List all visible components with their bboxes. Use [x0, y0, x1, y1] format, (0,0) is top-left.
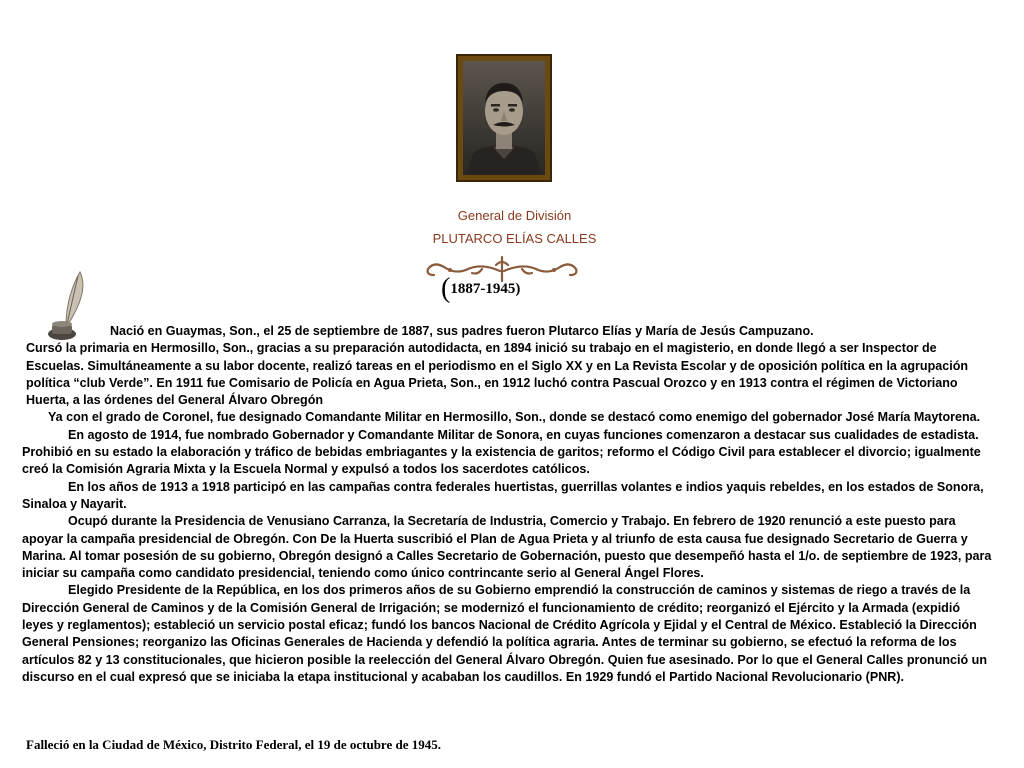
person-name: PLUTARCO ELÍAS CALLES: [432, 231, 597, 246]
death-note: Falleció en la Ciudad de México, Distrito Federal, el 19 de octubre de 1945.: [26, 737, 441, 752]
portrait-frame: [456, 54, 552, 182]
years-range: 1887-1945): [450, 281, 521, 297]
years-label: [441, 273, 520, 305]
biography-paragraph: En los años de 1913 a 1918 participó en las campañas contra federales huertistas, guerrillas volantes e indios yaquis rebeldes, en los estados de Sonora, Sinaloa y Nayarit.: [22, 479, 984, 511]
biography-text: [22, 323, 992, 686]
biography-paragraph: Cursó la primaria en Hermosillo, Son., gracias a su preparación autodidacta, en 1894 inició su trabajo en el magisterio, en donde llegó a ser Inspector de Escuelas. Simultáneamente a su labor docente, realizó tareas en el periodismo en el Siglo XX y en La Revista Escolar y de oposición política en la agrupación política “club Verde”. En 1911 fue Comisario de Policía en Agua Prieta, Son., en 1912 luchó contra Pascual Orozco y en 1913 contra el régimen de Victoriano Huerta, a las órdenes del General Álvaro Obregón: [26, 341, 969, 408]
biography-paragraph: Nació en Guaymas, Son., el 25 de septiembre de 1887, sus padres fueron Plutarco Elías y María de Jesús Campuzano.: [110, 324, 814, 338]
biography-paragraph: En agosto de 1914, fue nombrado Gobernador y Comandante Militar de Sonora, en cuyas funciones comenzaron a destacar sus cualidades de estadista. Prohibió en su estado la elaboración y tráfico de bebidas embriagantes y la existencia de garitos; reformo el Código Civil para establecer el divorcio; igualmente creó la Comisión Agraria Mixta y la Escuela Normal y expulsó a todos los sacerdotes católicos.: [22, 427, 981, 477]
biography-paragraph: Ocupó durante la Presidencia de Venusiano Carranza, la Secretaría de Industria, Comercio y Trabajo. En febrero de 1920 renunció a este puesto para apoyar la campaña presidencial de Obregón. Con De la Huerta suscribió el Plan de Agua Prieta y al triunfo de esta causa fue designado Secretario de Guerra y Marina. Al tomar posesión de su gobierno, Obregón designó a Calles Secretario de Gobernación, puesto que desempeñó hasta el 1/o. de septiembre de 1923, para iniciar su campaña como candidato presidencial, teniendo como único contrincante serio al General Ángel Flores.: [22, 514, 992, 581]
portrait-icon: [463, 61, 545, 175]
biography-paragraph: Ya con el grado de Coronel, fue designado Comandante Militar en Hermosillo, Son., donde se destacó como enemigo del gobernador José María Maytorena.: [48, 410, 981, 425]
years-open-paren: (: [441, 273, 451, 304]
rank-title: General de División: [457, 208, 572, 223]
biography-paragraph: Elegido Presidente de la República, en los dos primeros años de su Gobierno emprendió la construcción de caminos y sistemas de riego a través de la Dirección General de Caminos y de la Comisión General de Irrigación; se modernizó el funcionamiento de crédito; reorganizó el Ejército y la Armada (expidió leyes y reglamentos); estableció un servicio postal eficaz; fundó los bancos Nacional de Crédito Agrícola y Ejidal y el Central de México. Estableció la Dirección General Pensiones; reorganizo las Oficinas Generales de Hacienda y defendió la política agraria. Antes de terminar su gobierno, se efectuó la reforma de los artículos 82 y 13 constitucionales, que hicieron posible la reelección del General Álvaro Obregón. Quien fue asesinado. Por lo que el General Calles pronunció un discurso en el cual expresó que se iniciaba la etapa institucional y acababan los caudillos. En 1929 fundó el Partido Nacional Revolucionario (PNR).: [22, 583, 987, 684]
